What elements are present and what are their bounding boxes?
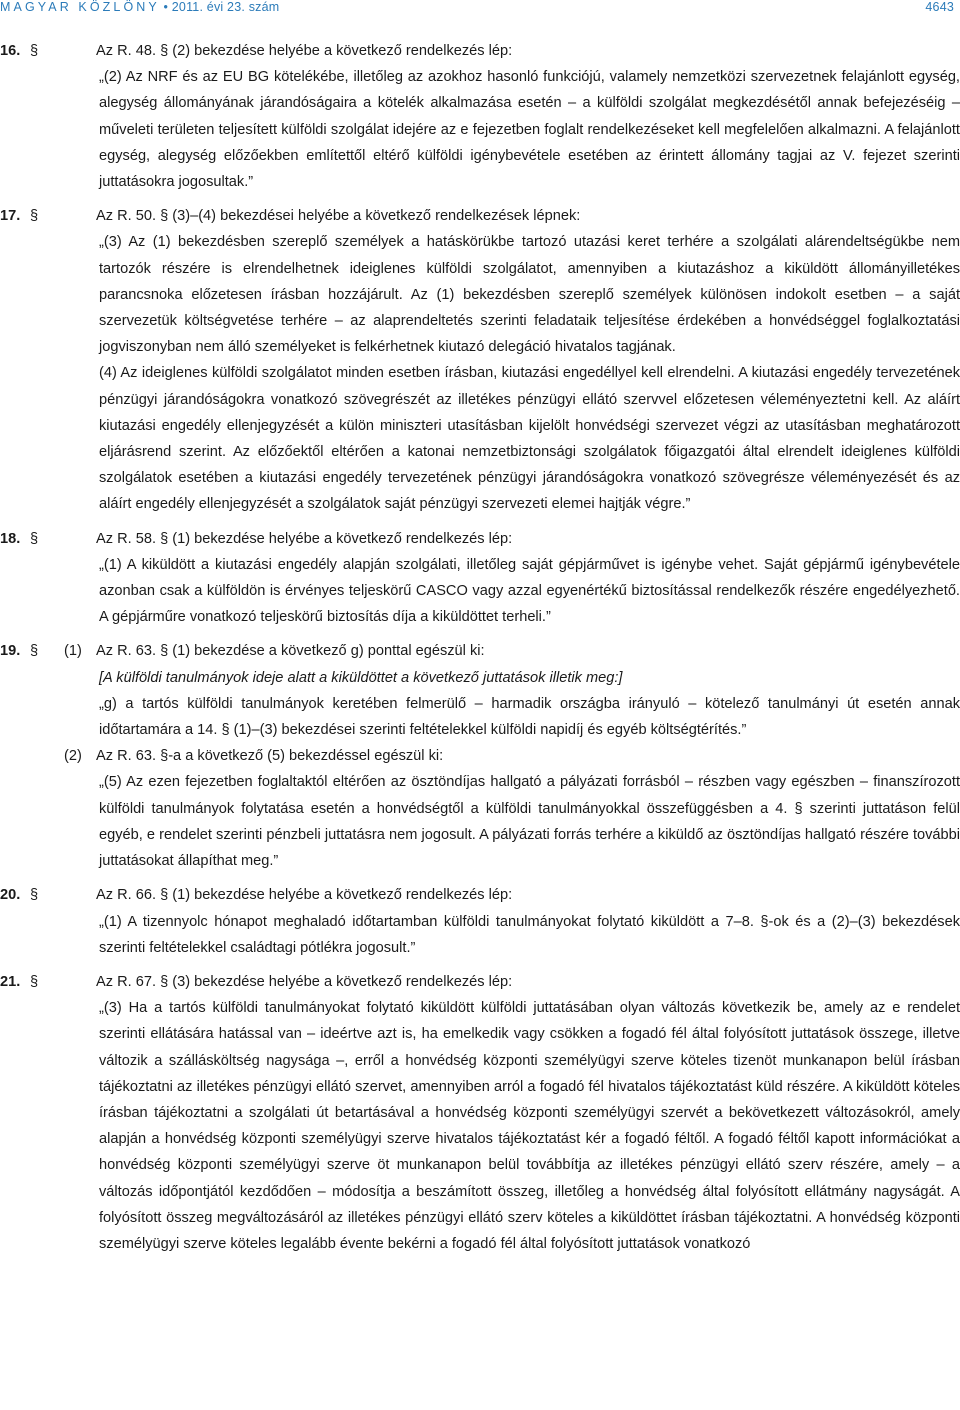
section-number: 20. — [0, 887, 21, 904]
section-number: 17. — [0, 208, 21, 225]
section-content — [96, 882, 960, 961]
section — [0, 882, 960, 961]
publication-name: MAGYAR KÖZLÖNY — [0, 0, 160, 14]
subsection — [96, 969, 960, 1257]
section-content — [96, 203, 960, 517]
section-content — [96, 526, 960, 631]
document-body — [0, 38, 960, 1265]
amendment-intro: Az R. 67. § (3) bekezdése helyébe a következő rendelkezés lép: — [96, 973, 513, 990]
section-sign: § — [30, 43, 39, 59]
section-number: 21. — [0, 973, 21, 990]
section-sign: § — [30, 973, 39, 990]
page-number: 4643 — [925, 0, 954, 14]
amendment-intro: Az R. 63. §-a a következő (5) bekezdéssel egészül ki: — [96, 748, 444, 765]
amendment-intro: Az R. 48. § (2) bekezdése helyébe a következő rendelkezés lép: — [96, 43, 513, 59]
subsection — [64, 638, 960, 743]
issue-label: • 2011. évi 23. szám — [159, 0, 280, 14]
amendment-intro: Az R. 50. § (3)–(4) bekezdései helyébe a következő rendelkezések lépnek: — [96, 208, 581, 225]
amendment-intro: Az R. 58. § (1) bekezdése helyébe a következő rendelkezés lép: — [96, 530, 513, 547]
section — [0, 638, 960, 874]
amendment-intro: Az R. 63. § (1) bekezdése a következő g) ponttal egészül ki: — [96, 643, 485, 660]
quoted-provision: (4) Az ideiglenes külföldi szolgálatot minden esetben írásban, kiutazási engedéllyel kell elrendelni. A kiutazási engedély tervezetének pénzügyi járandóságokra vonatkozó szövegrészét az illetékes pénzügyi ellátó szervvel előzetesen véleményeztetni kell. Az aláírt kiutazási engedély ellenjegyzését a külön miniszteri utasításban kijelölt honvédségi szervezet végzi az utasításban meghatározott eljárásrend szerint. Az előzőektől eltérően a katonai nemzetbiztonsági szolgálatok főigazgatói által elrendelt ideiglenes külföldi szolgálatok esetében a kiutazási engedély tervezetének pénzügyi járandóságokra vonatkozó szövegrésze véleményezését és az aláírt engedély ellenjegyzését a szolgálatok saját pénzügyi szervezeti elemei hajtják végre.” — [99, 365, 960, 513]
amendment-intro: Az R. 66. § (1) bekezdése helyébe a következő rendelkezés lép: — [96, 887, 513, 904]
subsection — [96, 882, 960, 961]
section — [0, 969, 960, 1257]
section-sign: § — [30, 643, 39, 660]
section-sign: § — [30, 887, 39, 904]
subsection-number: (1) — [64, 643, 82, 660]
quoted-provision: „(3) Az (1) bekezdésben szereplő személyek a hatáskörükbe tartozó utazási keret terhére a szolgálati alárendeltségükbe nem tartozók részére is elrendelhetnek ideiglenes külföldi szolgálatot, amennyiben a kiutazáshoz a kiküldött állományilletékes parancsnoka előzetesen írásban hozzájárult. Az (1) bekezdésben szereplő személyek különösen indokolt esetben – a saját szervezetük költségvetése terhére – az alaprendeltetés szerinti feladataik teljesítése érdekében a honvédséggel foglalkoztatási jogviszonyban nem álló személyeket is felkérhetnek kiutazó delegáció hivatalos tagjának. — [99, 234, 960, 356]
quoted-provision: „(5) Az ezen fejezetben foglaltaktól eltérően az ösztöndíjas hallgató a pályázati forrásból – részben vagy egészben – finanszírozott külföldi tanulmányok folytatása esetén a honvédségtől a külföldi tanulmányokkal összefüggésben a 4. § szerinti juttatáson felül egyéb, e rendelet szerinti pénzbeli juttatásra nem jogosult. A pályázati forrás terhére a kiküldő az ösztöndíjas hallgató részére további juttatásokat állapíthat meg.” — [99, 774, 960, 870]
quoted-provision: „(1) A kiküldött a kiutazási engedély alapján szolgálati, illetőleg saját gépjárművet is igénybe vehet. Saját gépjármű igénybevétele azonban csak a külföldön is érvényes teljeskörű CASCO vagy azzal egyenértékű biztosítással rendelkezők részére engedélyezhető. A gépjárműre vonatkozó teljeskörű biztosítás díja a kiküldöttet terheli.” — [99, 556, 960, 626]
page-header — [0, 0, 960, 22]
header-left — [0, 0, 279, 14]
subsection — [96, 526, 960, 631]
section-sign: § — [30, 208, 39, 225]
section — [0, 38, 960, 195]
section-number: 18. — [0, 530, 21, 547]
subsection — [64, 743, 960, 874]
section-content — [96, 969, 960, 1257]
quoted-provision: „(2) Az NRF és az EU BG kötelékébe, illetőleg az azokhoz hasonló funkciójú, valamely nemzetközi szervezetnek felajánlott egység, alegység állományának járandóságaira a kötelék alkalmazása esetén – a külföldi szolgálat megkezdésétől annak befejezéséig – műveleti területen teljesített külföldi szolgálat idejére az e fejezetben foglalt rendelkezéseket kell megfelelően alkalmazni. A felajánlott egység, alegység előzőekben említettől eltérő külföldi igénybevétele esetében az érintett állomány tagjai az V. fejezet szerinti juttatásokra jogosultak.” — [99, 69, 960, 191]
section-sign: § — [30, 530, 39, 547]
subsection-number: (2) — [64, 748, 82, 765]
context-bracket: [A külföldi tanulmányok ideje alatt a kiküldöttet a következő juttatások illetik meg:] — [99, 669, 623, 686]
section — [0, 526, 960, 631]
subsection — [96, 203, 960, 517]
quoted-provision: „(1) A tizennyolc hónapot meghaladó időtartamban külföldi tanulmányokat folytató kiküldött a 7–8. §-ok és a (2)–(3) bekezdések szerinti feltételekkel családtagi pótlékra jogosult.” — [99, 913, 960, 956]
quoted-provision: „g) a tartós külföldi tanulmányok keretében felmerülő – harmadik országba irányuló – kötelező tanulmányi út esetén annak időtartamára a 14. § (1)–(3) bekezdései szerinti feltételekkel külföldi napidíj és egyéb költségtérítés.” — [99, 695, 960, 739]
quoted-provision: „(3) Ha a tartós külföldi tanulmányokat folytató kiküldött külföldi juttatásában olyan változás következik be, amely az e rendelet szerinti ellátására hatással van – ideértve azt is, ha emelkedik vagy csökken a fogadó fél által folyósított juttatások összege, illetve változik a szállásköltség nagysága –, erről a honvédség központi személyügyi szerve köteles tizenöt munkanapon belül írásban tájékoztatni az illetékes pénzügyi ellátó szervet, amennyiben arról a fogadó fél hivatalos tájékoztatást küld részére. A kiküldött köteles írásban tájékoztatni a szolgálati út betartásával a honvédség központi személyügyi szervét a bekövetkezett változásokról, amely alapján a honvédség központi személyügyi szerve hivatalos tájékoztatást kér a fogadó féltől. A fogadó féltől kapott információkat a honvédség központi személyügyi szerve öt munkanapon belül továbbítja az illetékes pénzügyi ellátó szerv részére, amely – a változás időpontjától kezdődően – módosítja a beszámított összeg, illetőleg a honvédség által folyósított ellátmány nagyságát. A folyósított összeg megváltozásáról az illetékes pénzügyi ellátó szerv köteles a kiküldöttet írásban tájékoztatni. A honvédség központi személyügyi szerve köteles legalább évente bekérni a fogadó fél által folyósított juttatások vonatkozó — [99, 1000, 960, 1252]
section-content — [96, 38, 960, 195]
subsection — [96, 38, 960, 195]
section-number: 19. — [0, 643, 21, 660]
section-content — [64, 638, 960, 874]
section — [0, 203, 960, 517]
section-number: 16. — [0, 43, 21, 59]
